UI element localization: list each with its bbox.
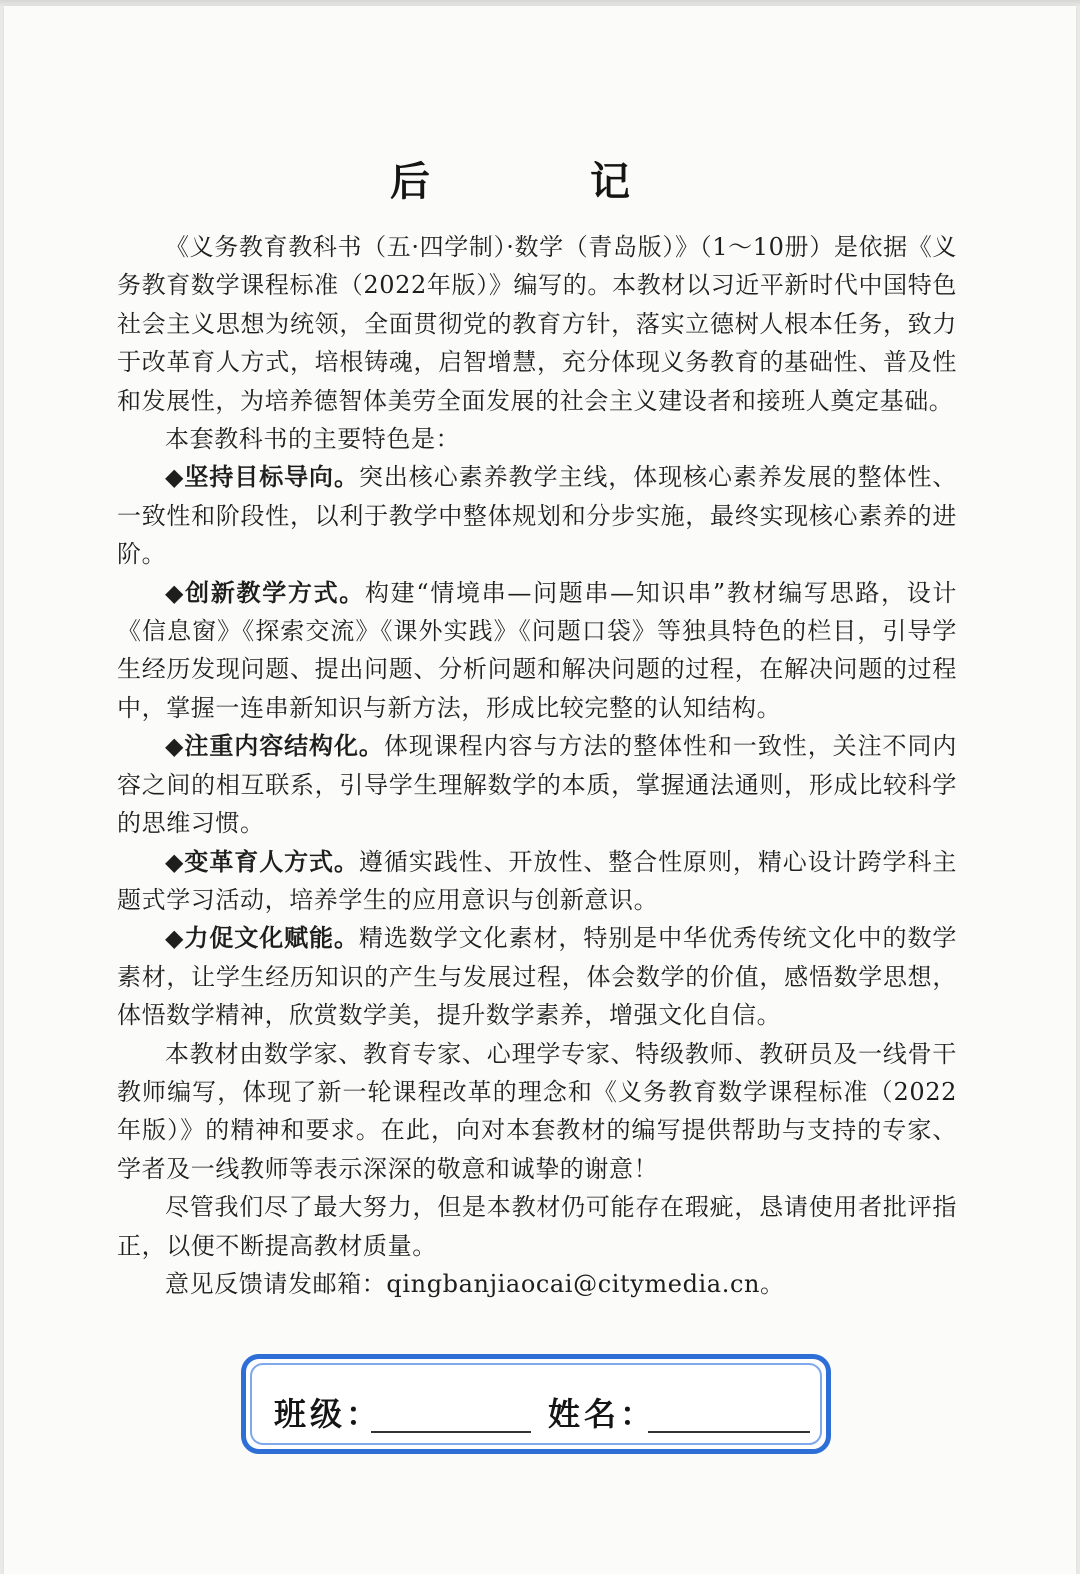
feature-heading: ◆变革育人方式。 bbox=[165, 847, 359, 876]
class-input-line[interactable] bbox=[371, 1431, 531, 1433]
class-label: 班级： bbox=[274, 1395, 383, 1433]
feature-heading: ◆力促文化赋能。 bbox=[165, 924, 359, 953]
feature-item bbox=[117, 727, 957, 842]
features-intro: 本套教科书的主要特色是： bbox=[165, 425, 461, 454]
feature-text: 构建“情境串—问题串—知识串”教材编写思路，设计《信息窗》《探索交流》《课外实践》《问题口袋》等独具特色的栏目，引导学生经历发现问题、提出问题、分析问题和解决问题的过程，在解决问题的过程中，掌握一连串新知识与新方法，形成比较完整的认知结构。 bbox=[117, 578, 957, 722]
feature-text: 精选数学文化素材，特别是中华优秀传统文化中的数学素材，让学生经历知识的产生与发展过程，体会数学的价值，感悟数学思想，体悟数学精神，欣赏数学美，提升数学素养，增强文化自信。 bbox=[117, 924, 957, 1030]
acknowledgement-paragraph: 本教材由数学家、教育专家、心理学专家、特级教师、教研员及一线骨干教师编写，体现了新一轮课程改革的理念和《义务教育数学课程标准（2022年版）》的精神和要求。在此，向对本套教材的编写提供帮助与支持的专家、学者及一线教师等表示深深的敬意和诚挚的谢意！ bbox=[117, 1039, 957, 1183]
feature-item bbox=[117, 574, 957, 728]
page-title: 后 记 bbox=[390, 159, 690, 205]
name-input-line[interactable] bbox=[648, 1431, 810, 1433]
intro-paragraph: 《义务教育教科书（五·四学制）·数学（青岛版）》（1～10册）是依据《义务教育数学课程标准（2022年版）》编写的。本教材以习近平新时代中国特色社会主义思想为统领，全面贯彻党的教育方针，落实立德树人根本任务，致力于改革育人方式，培根铸魂，启智增慧，充分体现义务教育的基础性、普及性和发展性，为培养德智体美劳全面发展的社会主义建设者和接班人奠定基础。 bbox=[117, 233, 957, 415]
feature-item bbox=[117, 919, 957, 1034]
afterword-body bbox=[117, 228, 957, 1303]
feature-text: 遵循实践性、开放性、整合性原则，精心设计跨学科主题式学习活动，培养学生的应用意识与创新意识。 bbox=[117, 847, 957, 914]
feature-item bbox=[117, 843, 957, 920]
feature-text: 突出核心素养教学主线，体现核心素养发展的整体性、一致性和阶段性，以利于教学中整体规划和分步实施，最终实现核心素养的进阶。 bbox=[117, 463, 957, 569]
feature-item bbox=[117, 458, 957, 573]
feature-text: 体现课程内容与方法的整体性和一致性，关注不同内容之间的相互联系，引导学生理解数学的本质，掌握通法通则，形成比较科学的思维习惯。 bbox=[117, 732, 957, 838]
feature-heading: ◆注重内容结构化。 bbox=[165, 732, 384, 761]
feedback-email: 意见反馈请发邮箱：qingbanjiaocai@citymedia.cn。 bbox=[165, 1269, 785, 1298]
name-label: 姓名： bbox=[548, 1395, 657, 1433]
feature-heading: ◆创新教学方式。 bbox=[165, 578, 365, 607]
disclaimer-paragraph: 尽管我们尽了最大努力，但是本教材仍可能存在瑕疵，恳请使用者批评指正，以便不断提高教材质量。 bbox=[117, 1193, 957, 1260]
class-name-box bbox=[241, 1354, 831, 1454]
feature-heading: ◆坚持目标导向。 bbox=[165, 463, 359, 492]
